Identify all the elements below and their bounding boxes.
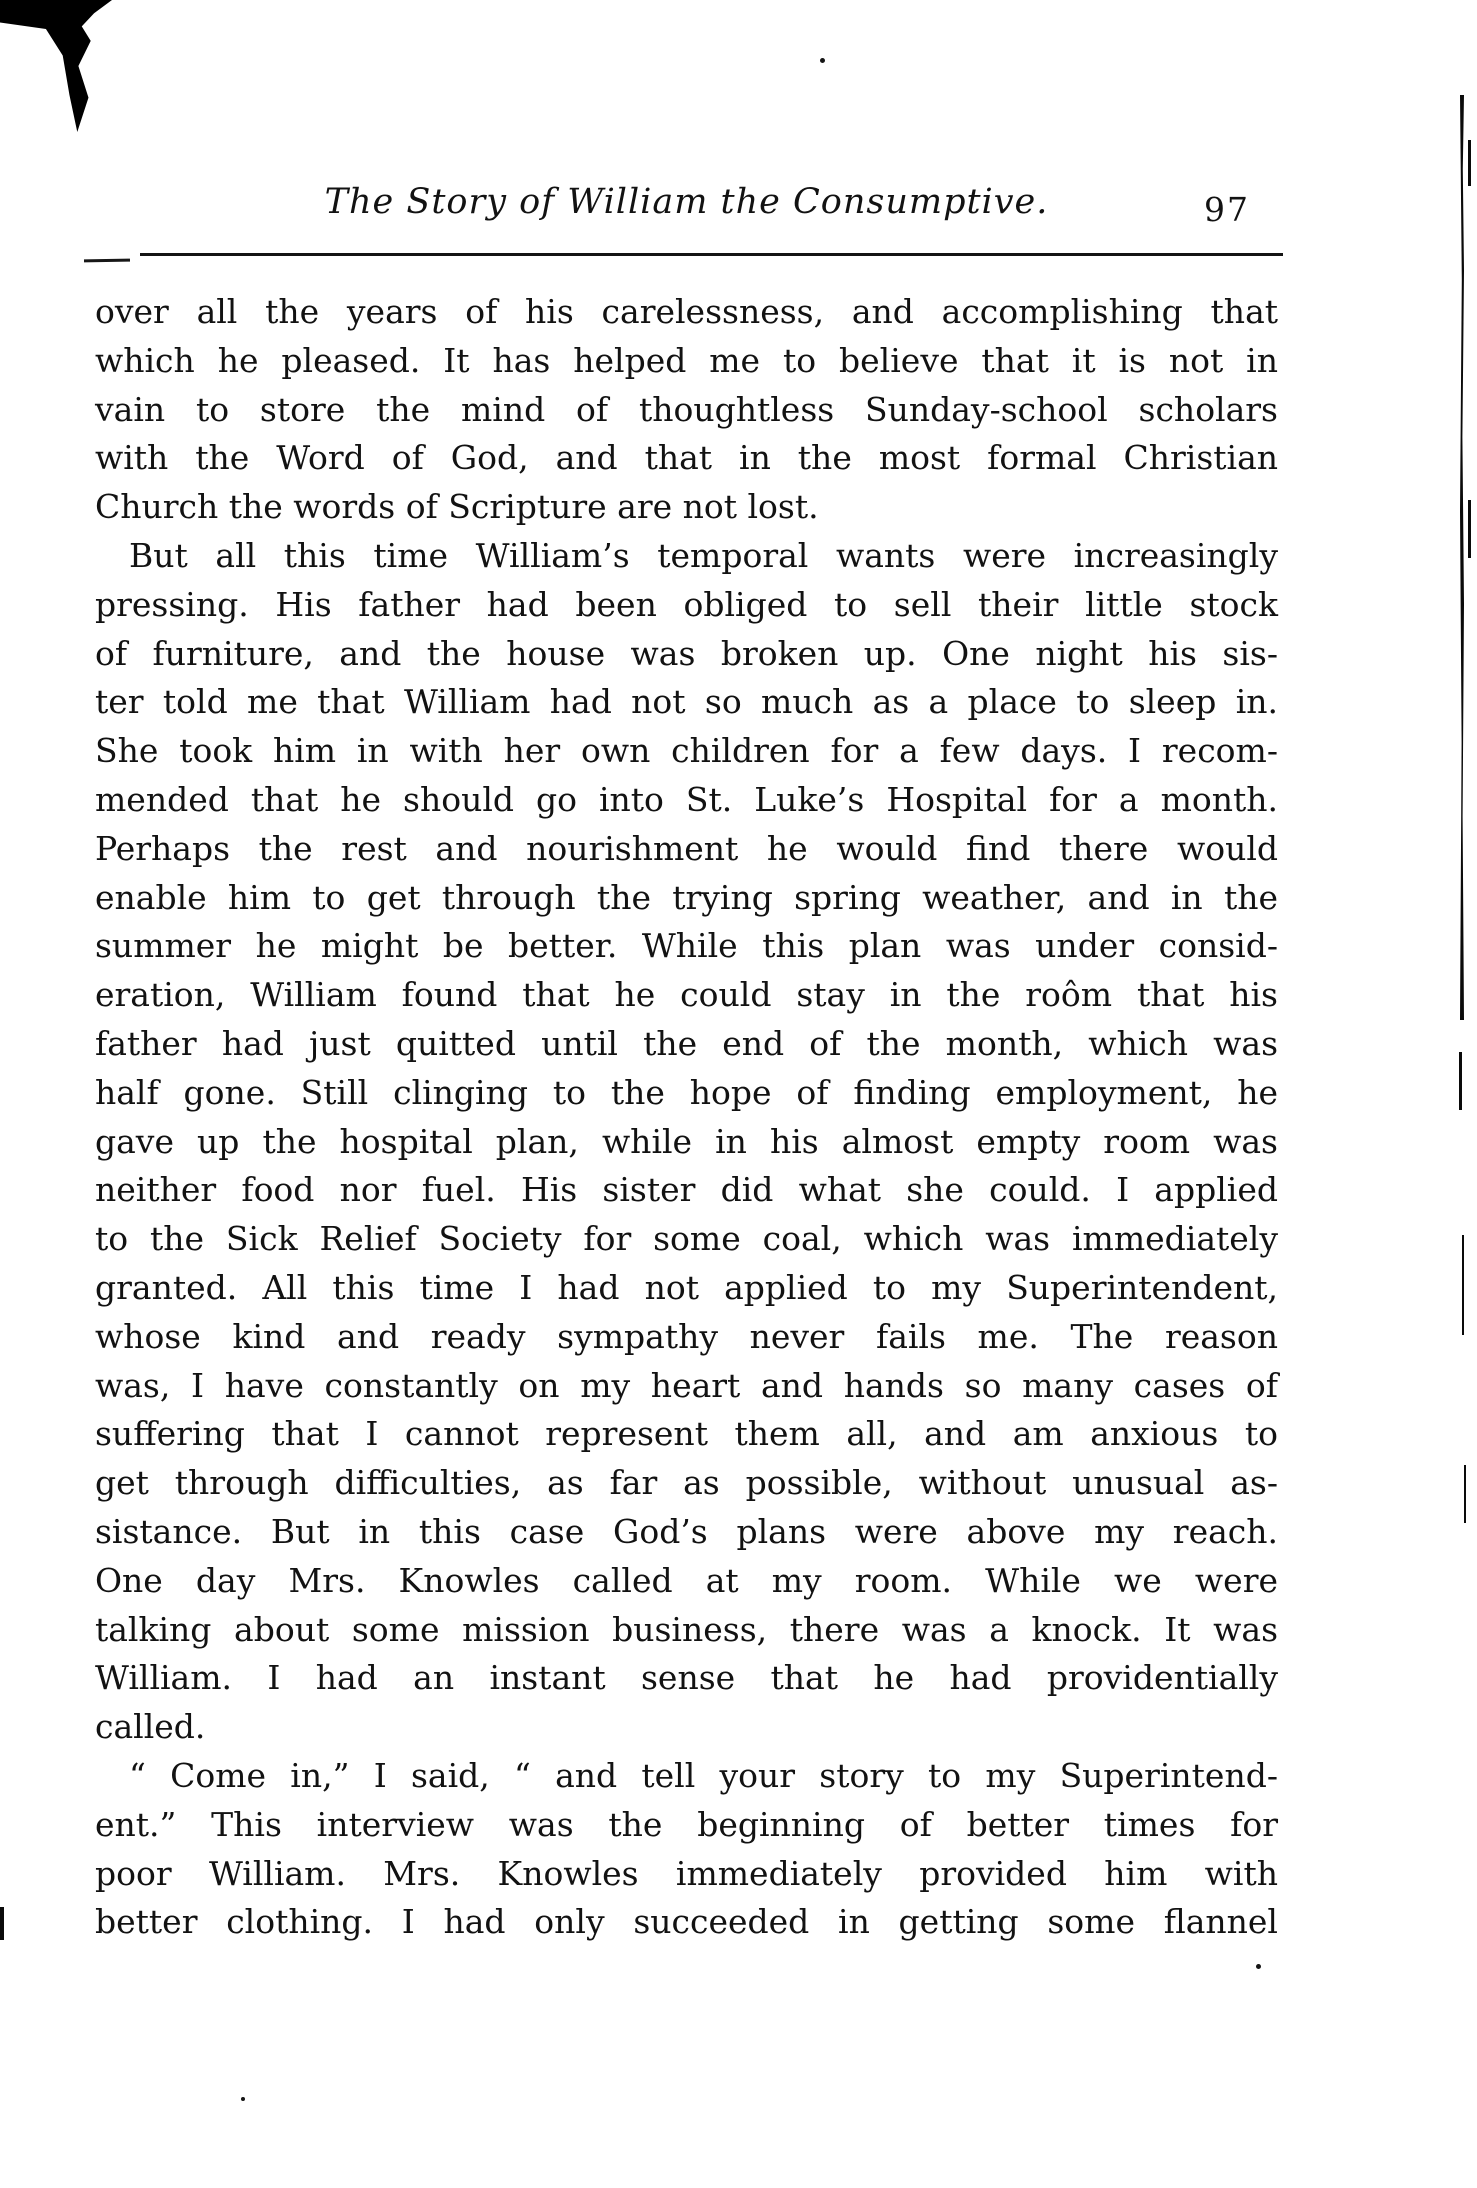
text-line: ent.” This interview was the beginning of better times for bbox=[95, 1804, 1278, 1844]
scan-edge-mark bbox=[0, 1907, 4, 1940]
text-line: get through difficulties, as far as possible, without unusual as- bbox=[95, 1463, 1278, 1503]
scan-edge-mark bbox=[1464, 1465, 1466, 1523]
scan-edge-mark bbox=[1468, 140, 1471, 186]
text-line: over all the years of his carelessness, and accomplishing that bbox=[95, 292, 1278, 331]
text-line: Perhaps the rest and nourishment he would find there would bbox=[95, 828, 1278, 868]
text-line: granted. All this time I had not applied to my Superintendent, bbox=[95, 1267, 1278, 1307]
scan-edge-mark bbox=[1468, 500, 1471, 558]
page-number: 97 bbox=[1204, 190, 1250, 229]
text-line: half gone. Still clinging to the hope of finding employment, he bbox=[95, 1072, 1278, 1112]
text-line: vain to store the mind of thoughtless Sunday-school scholars bbox=[95, 389, 1278, 429]
text-line: better clothing. I had only succeeded in getting some flannel bbox=[95, 1902, 1278, 1942]
text-line: talking about some mission business, there was a knock. It was bbox=[95, 1609, 1278, 1649]
body-text bbox=[95, 288, 1278, 1947]
text-line: suffering that I cannot represent them all, and am anxious to bbox=[95, 1414, 1278, 1454]
text-line: sistance. But in this case God’s plans were above my reach. bbox=[95, 1511, 1278, 1551]
text-line: called. bbox=[95, 1707, 206, 1747]
scan-edge-mark bbox=[1460, 95, 1464, 1020]
text-line: to the Sick Relief Society for some coal, which was immediately bbox=[95, 1219, 1278, 1259]
header-rule-dash bbox=[84, 259, 130, 263]
text-line: “ Come in,” I said, “ and tell your story to my Superintend- bbox=[129, 1755, 1278, 1795]
running-header bbox=[95, 182, 1278, 232]
ink-blob-artifact bbox=[0, 0, 112, 132]
stray-dot bbox=[820, 58, 825, 63]
text-line: Church the words of Scripture are not lost. bbox=[95, 487, 819, 527]
text-line: gave up the hospital plan, while in his almost empty room was bbox=[95, 1121, 1278, 1161]
text-line: poor William. Mrs. Knowles immediately provided him with bbox=[95, 1853, 1278, 1893]
text-line: But all this time William’s temporal wants were increasingly bbox=[129, 535, 1278, 575]
text-line: was, I have constantly on my heart and hands so many cases of bbox=[95, 1365, 1278, 1405]
scan-edge-mark bbox=[1462, 1235, 1464, 1335]
text-line: enable him to get through the trying spring weather, and in the bbox=[95, 877, 1278, 917]
text-line: ter told me that William had not so much as a place to sleep in. bbox=[95, 682, 1278, 722]
text-line: One day Mrs. Knowles called at my room. While we were bbox=[95, 1560, 1278, 1600]
text-line: She took him in with her own children for a few days. I recom- bbox=[95, 731, 1278, 771]
scan-edge-mark bbox=[1459, 1052, 1462, 1110]
text-line: with the Word of God, and that in the most formal Christian bbox=[95, 438, 1278, 478]
text-line: whose kind and ready sympathy never fails me. The reason bbox=[95, 1316, 1278, 1356]
text-line: which he pleased. It has helped me to believe that it is not in bbox=[95, 340, 1278, 380]
text-line: of furniture, and the house was broken up. One night his sis- bbox=[95, 633, 1278, 673]
text-line: mended that he should go into St. Luke’s Hospital for a month. bbox=[95, 779, 1278, 819]
text-line: eration, William found that he could stay in the roôm that his bbox=[95, 975, 1278, 1015]
text-line: pressing. His father had been obliged to sell their little stock bbox=[95, 584, 1278, 624]
running-header-title: The Story of William the Consumptive. bbox=[324, 182, 1049, 222]
text-line: father had just quitted until the end of the month, which was bbox=[95, 1023, 1278, 1063]
stray-dot bbox=[241, 2097, 245, 2101]
text-line: neither food nor fuel. His sister did what she could. I applied bbox=[95, 1170, 1278, 1210]
header-rule bbox=[140, 253, 1283, 256]
text-line: summer he might be better. While this plan was under consid- bbox=[95, 926, 1278, 966]
text-line: William. I had an instant sense that he had providentially bbox=[95, 1658, 1278, 1698]
stray-dot bbox=[1256, 1964, 1261, 1969]
